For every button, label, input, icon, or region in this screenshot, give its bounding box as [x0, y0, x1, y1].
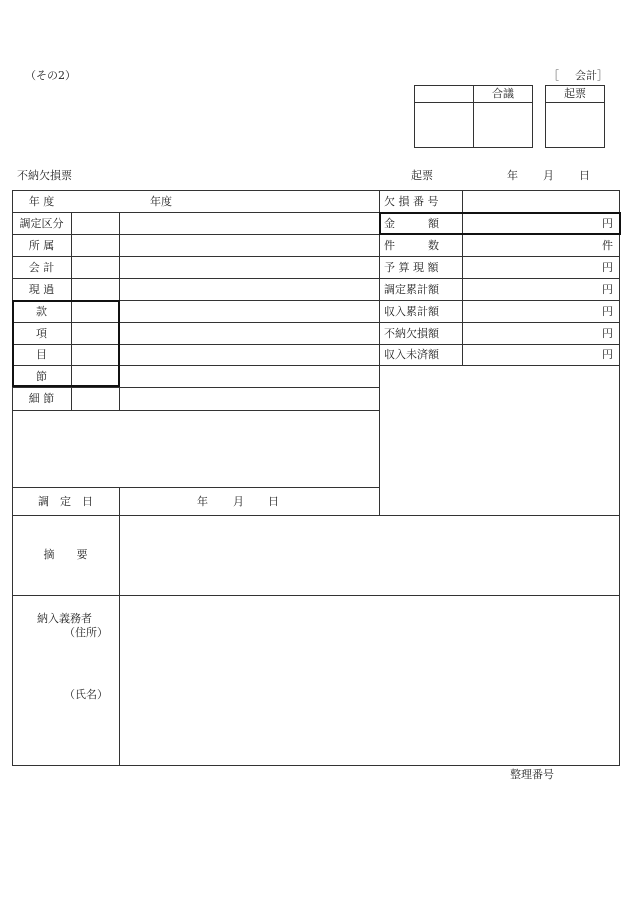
funou-kesson-unit: 円: [602, 327, 613, 340]
choutei-bi-year: 年: [197, 495, 208, 508]
divider: [12, 278, 380, 279]
yosan-gengaku-unit: 円: [602, 261, 613, 274]
divider: [12, 595, 620, 596]
divider: [414, 102, 533, 103]
gougi-label: 合議: [492, 87, 514, 100]
kensu-unit: 件: [602, 239, 613, 252]
shimei-label: （氏名）: [64, 688, 108, 701]
divider: [545, 102, 605, 103]
kan-label: 款: [36, 305, 47, 318]
main-form-frame: [12, 190, 620, 766]
tekiyo-label: 摘 要: [43, 548, 88, 561]
divider: [12, 256, 380, 257]
shunyu-misai-label: 収入未済額: [384, 348, 439, 361]
kou-label: 項: [36, 327, 47, 340]
shunyu-ruikei-label: 収入累計額: [384, 305, 439, 318]
saisetsu-label: 細 節: [28, 392, 55, 405]
divider: [379, 322, 620, 323]
divider: [379, 278, 620, 279]
divider: [12, 387, 380, 388]
nounyu-gimusha-label: 納入義務者: [37, 612, 92, 625]
choutei-bi-label: 調 定 日: [38, 495, 93, 508]
genka-label: 現 過: [28, 283, 55, 296]
divider: [379, 256, 620, 257]
kesson-bangou-label: 欠 損 番 号: [384, 195, 439, 208]
form-subtitle: （その2）: [25, 69, 76, 82]
choutei-bi-month: 月: [233, 495, 244, 508]
funou-kesson-label: 不納欠損額: [384, 327, 439, 340]
kaikei-row-label: 会 計: [28, 261, 55, 274]
yosan-gengaku-label: 予 算 現 額: [384, 261, 439, 274]
divider: [12, 515, 620, 516]
divider: [12, 487, 380, 488]
choutei-ruikei-unit: 円: [602, 283, 613, 296]
kaikei-bracket-open: ［: [548, 69, 559, 82]
divider: [379, 300, 620, 301]
choutei-kubun-label: 調定区分: [19, 217, 64, 230]
divider: [379, 365, 620, 366]
jusho-label: （住所）: [64, 626, 108, 639]
kihyo-date-label: 起票: [411, 169, 433, 182]
shunyu-misai-unit: 円: [602, 348, 613, 361]
divider: [119, 487, 120, 765]
moku-label: 目: [36, 348, 47, 361]
kihyo-date-month: 月: [543, 169, 554, 182]
divider: [12, 212, 380, 213]
form-title: 不納欠損票: [17, 169, 72, 182]
setsu-label: 節: [36, 370, 47, 383]
kihyo-box-label: 起票: [564, 87, 586, 100]
divider: [12, 410, 380, 411]
divider: [379, 190, 380, 515]
shozoku-label: 所 属: [28, 239, 55, 252]
kingaku-unit: 円: [602, 217, 613, 230]
kensu-label: 件 数: [384, 239, 439, 252]
kaikei-label: 会計］: [575, 69, 608, 82]
seiri-bangou-label: 整理番号: [510, 768, 554, 781]
choutei-ruikei-label: 調定累計額: [384, 283, 439, 296]
kihyo-date-day: 日: [579, 169, 590, 182]
kihyo-date-year: 年: [507, 169, 518, 182]
choutei-bi-day: 日: [268, 495, 279, 508]
divider: [379, 344, 620, 345]
nendo-value: 年度: [150, 195, 172, 208]
divider: [12, 234, 380, 235]
shunyu-ruikei-unit: 円: [602, 305, 613, 318]
kingaku-label: 金 額: [384, 217, 439, 230]
nendo-label: 年 度: [28, 195, 55, 208]
